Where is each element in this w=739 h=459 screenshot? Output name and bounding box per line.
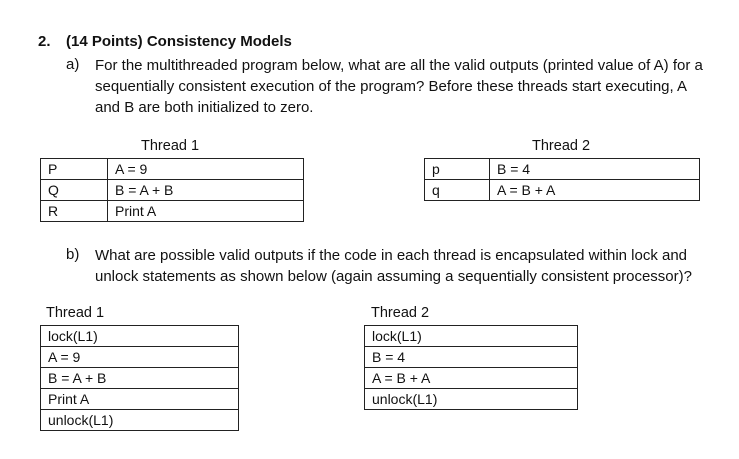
table-row [41,347,239,368]
code-line: A = B + A [365,368,578,389]
table-row [365,389,578,410]
part-a-thread1-caption: Thread 1 [141,138,200,154]
code-line: Print A [41,389,239,410]
table-row [365,326,578,347]
code-line: A = 9 [108,159,304,180]
part-b-label: b) [66,246,80,263]
table-row [41,410,239,431]
code-line: Print A [108,201,304,222]
part-b-thread2-table [364,325,578,410]
part-a-text: For the multithreaded program below, what are all the valid outputs (printed value of A) for a sequentially consistent execution of the program? Before these threads start executing, A and B are both initialized to zero. [95,57,703,116]
code-line: B = 4 [365,347,578,368]
code-line: B = A + B [41,368,239,389]
table-row [41,201,304,222]
table-row [41,368,239,389]
code-line: A = 9 [41,347,239,368]
table-row [425,180,700,201]
code-line: A = B + A [490,180,700,201]
code-line: lock(L1) [365,326,578,347]
row-label: Q [41,180,108,201]
table-row [41,159,304,180]
row-label: p [425,159,490,180]
code-line: B = A + B [108,180,304,201]
code-line: unlock(L1) [41,410,239,431]
code-line: unlock(L1) [365,389,578,410]
part-a-thread2-caption: Thread 2 [532,138,591,154]
row-label: q [425,180,490,201]
table-row [365,347,578,368]
code-line: B = 4 [490,159,700,180]
table-row [41,389,239,410]
question-title: (14 Points) Consistency Models [66,33,292,50]
part-a-thread2-table [424,158,700,201]
part-b-text: What are possible valid outputs if the code in each thread is encapsulated within lock and unlock statements as shown below (again assuming a sequentially consistent processor)? [95,247,692,285]
question-number: 2. [38,33,51,50]
table-row [425,159,700,180]
code-line: lock(L1) [41,326,239,347]
part-b-thread1-table [40,325,239,431]
table-row [41,326,239,347]
row-label: R [41,201,108,222]
table-row [41,180,304,201]
table-row [365,368,578,389]
part-a-thread1-table [40,158,304,222]
part-b-thread1-caption: Thread 1 [46,305,105,321]
part-b-thread2-caption: Thread 2 [371,305,430,321]
question-heading [38,33,292,50]
part-a-label: a) [66,56,80,73]
row-label: P [41,159,108,180]
